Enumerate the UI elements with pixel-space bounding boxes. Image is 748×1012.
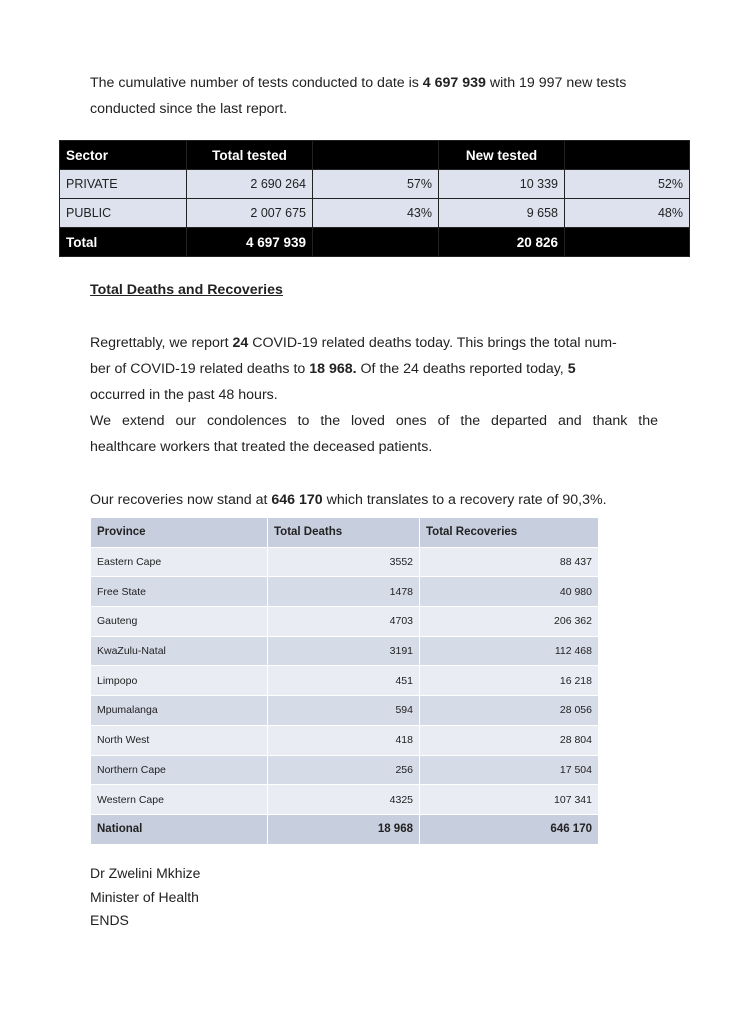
deaths-cell: 594 <box>268 696 420 726</box>
deaths-text: Of the 24 deaths reported today, <box>356 361 568 377</box>
recovery-paragraph <box>90 487 690 513</box>
header-new-tested: New tested <box>439 141 565 170</box>
table-row <box>91 785 599 815</box>
deaths-cell: 418 <box>268 725 420 755</box>
table-row <box>91 607 599 637</box>
new-pct-cell: 48% <box>565 199 690 228</box>
deaths-heading: Total Deaths and Recoveries <box>90 282 283 298</box>
recoveries-cell: 107 341 <box>420 785 599 815</box>
province-cell: Free State <box>91 577 268 607</box>
national-recoveries: 646 170 <box>420 814 599 844</box>
total-tested-value: 4 697 939 <box>187 228 313 257</box>
province-cell: Eastern Cape <box>91 547 268 577</box>
recoveries-cell: 16 218 <box>420 666 599 696</box>
cumulative-tests: 4 697 939 <box>422 75 486 91</box>
signature-name: Dr Zwelini Mkhize <box>90 865 201 881</box>
table-row <box>91 755 599 785</box>
total-tested-cell: 2 690 264 <box>187 170 313 199</box>
table-row <box>91 636 599 666</box>
table-row <box>91 547 599 577</box>
signature-block <box>90 862 200 933</box>
deaths-line: occurred in the past 48 hours. <box>90 387 278 403</box>
province-cell: Northern Cape <box>91 755 268 785</box>
total-tested-cell: 2 007 675 <box>187 199 313 228</box>
header-total-deaths: Total Deaths <box>268 518 420 548</box>
tests-total-row <box>60 228 690 257</box>
table-row <box>91 696 599 726</box>
deaths-cell: 1478 <box>268 577 420 607</box>
province-table-header <box>91 518 599 548</box>
province-cell: KwaZulu-Natal <box>91 636 268 666</box>
recoveries-cell: 206 362 <box>420 607 599 637</box>
national-row <box>91 814 599 844</box>
total-pct-cell: 57% <box>313 170 439 199</box>
deaths-total: 18 968. <box>309 361 357 377</box>
province-cell: Western Cape <box>91 785 268 815</box>
recoveries-cell: 112 468 <box>420 636 599 666</box>
recovery-text: Our recoveries now stand at <box>90 492 272 508</box>
tests-table <box>59 140 690 257</box>
deaths-cell: 3552 <box>268 547 420 577</box>
sector-cell: PUBLIC <box>60 199 187 228</box>
table-row <box>60 199 690 228</box>
recovery-count: 646 170 <box>271 492 323 508</box>
header-total-pct <box>313 141 439 170</box>
deaths-today: 24 <box>232 335 249 351</box>
new-tested-cell: 10 339 <box>439 170 565 199</box>
header-new-pct <box>565 141 690 170</box>
province-cell: Limpopo <box>91 666 268 696</box>
table-row <box>60 170 690 199</box>
intro-line-1 <box>90 70 658 96</box>
national-deaths: 18 968 <box>268 814 420 844</box>
condolence-line: healthcare workers that treated the deceased patients. <box>90 439 433 455</box>
recoveries-cell: 88 437 <box>420 547 599 577</box>
province-cell: Mpumalanga <box>91 696 268 726</box>
recoveries-cell: 28 804 <box>420 725 599 755</box>
header-total-recoveries: Total Recoveries <box>420 518 599 548</box>
total-pct-cell: 43% <box>313 199 439 228</box>
national-label: National <box>91 814 268 844</box>
recoveries-cell: 17 504 <box>420 755 599 785</box>
deaths-paragraph <box>90 330 658 460</box>
total-label: Total <box>60 228 187 257</box>
sector-cell: PRIVATE <box>60 170 187 199</box>
header-province: Province <box>91 518 268 548</box>
deaths-cell: 4325 <box>268 785 420 815</box>
deaths-cell: 4703 <box>268 607 420 637</box>
new-tested-cell: 9 658 <box>439 199 565 228</box>
ends-marker: ENDS <box>90 912 129 928</box>
table-row <box>91 725 599 755</box>
province-cell: Gauteng <box>91 607 268 637</box>
intro-paragraph <box>90 70 658 122</box>
deaths-recent: 5 <box>567 361 576 377</box>
new-pct-cell: 52% <box>565 170 690 199</box>
deaths-cell: 3191 <box>268 636 420 666</box>
condolence-line: We extend our condolences to the loved ones of the departed and thank the <box>90 413 658 429</box>
table-row <box>91 666 599 696</box>
intro-line-2: conducted since the last report. <box>90 101 288 117</box>
deaths-line <box>90 356 658 382</box>
new-tested-value: 20 826 <box>439 228 565 257</box>
signature-title: Minister of Health <box>90 888 199 905</box>
total-empty <box>313 228 439 257</box>
intro-text: The cumulative number of tests conducted to date is <box>90 75 423 91</box>
recovery-text: which translates to a recovery rate of 90,3%. <box>322 492 607 508</box>
total-empty <box>565 228 690 257</box>
province-cell: North West <box>91 725 268 755</box>
header-total-tested: Total tested <box>187 141 313 170</box>
deaths-text: Regrettably, we report <box>90 335 233 351</box>
deaths-line <box>90 330 658 356</box>
header-sector: Sector <box>60 141 187 170</box>
intro-text: with 19 997 new tests <box>485 75 627 91</box>
deaths-cell: 451 <box>268 666 420 696</box>
deaths-cell: 256 <box>268 755 420 785</box>
recoveries-cell: 28 056 <box>420 696 599 726</box>
table-row <box>91 577 599 607</box>
deaths-text: COVID-19 related deaths today. This brings the total num- <box>248 335 617 351</box>
tests-table-header <box>60 141 690 170</box>
province-table <box>90 517 599 845</box>
deaths-text: ber of COVID-19 related deaths to <box>90 361 310 377</box>
recoveries-cell: 40 980 <box>420 577 599 607</box>
